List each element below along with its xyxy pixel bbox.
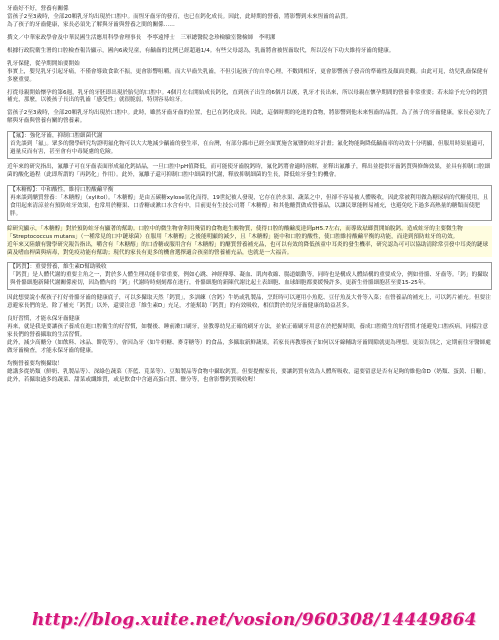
article-section	[7, 226, 492, 258]
article-section	[7, 131, 492, 159]
paragraph: 近年來又陸續有醫學研究報告指出，嚼含有「木糖醇」的口香糖或服用含有「木糖醇」的醣質營養補充品，也可以有效的降低孩童中耳炎的發生機率，研究認為可可以協助清除常引發中耳炎的鏈球菌及嗜血桿菌與病毒，對免疫功能有幫助；現代的家長有更多的機會選擇適合孩童的營養補充品，也就是一大福音。	[7, 242, 492, 258]
article-section	[7, 361, 492, 385]
paragraph: 【木糖醇】：中和酸性，維持口腔酸鹼平衡	[10, 186, 114, 193]
article-section	[7, 164, 492, 180]
paragraph: 良好習慣，才能永保牙齒健康	[7, 316, 80, 323]
paragraph: 當孩子2至3歲時，全部20顆乳牙均出現於口腔中。此時，雖然牙齒牙齒的位置，也已在鈣化成長。因此，這個時期的吃進的食物，將影響到他未來恆齒的品質。為了孩子的牙齒健康，家長必須先了解與牙齒與營養有關的營養素。	[7, 110, 492, 125]
article-section	[7, 35, 492, 43]
article-section	[7, 61, 492, 85]
paragraph: 事實上，嬰兒乳牙引起牙痛，不僅會導致食欲不振，更會影響咀嚼。而大早齒失乳齒，不但引起孩子的自卑心理，不數間相牙，更會影響孩子發音的準確性及顏面美觀。由此可見，幼兒乳齒保健有多麼重要。	[7, 68, 489, 83]
paragraph: 根據行政院衛生署的口腔檢查報告顯示，國內6歲兒童，有齲齒的比例已經超過1/4。有些父母認為，乳齒將會被恆齒取代，所以沒有下功夫維持牙齒的健康。	[7, 47, 395, 54]
paragraph: 均衡營養要均衡攝取！	[7, 360, 63, 367]
paragraph: 打從母親開始懷孕的第6週，乳牙的牙胚即出現於胎兒的口腔中。4個月左右開始成長鈣化，直到孩子出生的6個月以後，乳牙才長出來，所以母親在懷孕期間的營養非常重要；若未給予充分的鈣質補充，那麼，以後孩子長出的乳齒「感受性」就很脆弱，特別容易蛀牙。	[7, 89, 488, 104]
paragraph: 再來談到醣質營養：「木糖醇」（xylitol）。「木糖醇」是由五碳糖xylose氫化而得，19世紀被人發現，它存在於水果、蔬菜之中，但卻不容易被人體吸收，因此常被利用做為糖尿病的代糖使用，且食用起來清涼並有預防蛀牙效果，也常用於糖果、口香糖或漱口水含有中，目前更有生技公司將「木糖醇」和其他醣質做成營養品，以讓民眾能輕易補充，也避免吃下過多高熱量的糖類而使肥胖。	[10, 194, 489, 217]
paragraph: 撰文／中華家政學會及中華民國生活應用科學會理事長 李寧遠博士 三軍總醫院念珍檢驗室醫檢師 李明潔	[7, 34, 276, 41]
article-section	[7, 295, 492, 311]
paragraph: 因此想要說小幫孩子打好骨骼牙齒的健康底子，可以多攝取天然「鈣質」，多訓練（含鈣）牛奶或乳製品，烹飪時可以運用小魚乾、豆仔魚及大骨等入菜；在營養品的補充上，可以鈣片補充。但要注意避家長們的是，除了補充「鈣質」以外，還要注意「維生素D」充足，才能幫助「鈣質」的有效吸收，相信對於幼兒牙齒健康的助益甚多。	[7, 295, 491, 310]
paragraph: 【鈣質】：重要營養，維生素D幫助吸收	[10, 264, 107, 271]
article-section	[7, 316, 492, 356]
paragraph: 此外，減少高醣分（如飲料、冰品、餅乾等），會因為牙（如牛奶糖、麥芽糖等）的食品，多攝取新鮮蔬果，若家長再教導孩子如何以牙線輔助牙齒間隙就更為理想。更須告別之，定期前往牙醫師處做牙齒檢查，才能永保牙齒的健康。	[7, 339, 491, 354]
paragraph: 近年來的研究指出，氟離子可在牙齒表面形成氟化鈣結晶，一旦口腔中pH值降低，而可能使牙齒脫鈣時，氟化鈣將會適時溶解，並釋出氟離子，釋出並提供牙齒鈣質與修飾效果，並具有抑制口腔細菌的酸化過程（此即所謂的「再鈣化」作用）。此外，氟離子還可抑制口腔中細菌的代謝，釋放抑制細菌的生長，降低蛀牙發生的機會。	[7, 164, 491, 178]
article-section	[7, 185, 492, 221]
paragraph: 牙齒好不好，營養有關係	[7, 6, 69, 12]
source-url-watermark: http://blog.xuite.net/vosion/960308/14449864	[32, 610, 477, 630]
article-body	[7, 6, 492, 385]
article-section	[7, 48, 492, 56]
article-section	[7, 6, 492, 30]
article-section	[7, 90, 492, 106]
paragraph: 為了孩子的牙齒健康，家長必須先了解與牙齒與營養之間的關係……	[7, 21, 175, 28]
paragraph: 總講多從奶類（鮮奶、乳製品等）、深綠色蔬菜（芥藍、莧菜等）、豆類製品等食物中攝取鈣質。但要提醒家長，要讓鈣質有效為人體所吸收，還要留意是否有足夠的維他命D（奶類、蛋黃、日曬），此外，若攝取過多的蔬菜、甜菜或纖維質，或是飲食中含過高蛋白質、鹽分等，也會影響鈣質吸收喔！	[7, 368, 490, 383]
article-section	[7, 262, 492, 290]
paragraph: 再來，就是我是要讓孩子養成在進口腔衛生的好習慣，如餐後、睡前漱口刷牙，並教導幼兒正確的刷牙方法，並依正確刷牙用意在於把握時間，養成口腔衛生的好習慣才能避免口腔疾病，同樣注意家長們的營養攝取的生活習慣。	[7, 324, 489, 338]
paragraph: 【氟】：強化牙齒，抑制口腔細菌代謝	[10, 133, 103, 140]
paragraph: 綜研究顯示，「木糖醇」對於預防蛀牙有顯著的幫助。口腔中的微生物會利用殘留的食物進生酸物質，使得口腔的酸鹼度達到pH5.7左右，而導致琺瑯質開始脫鈣。造成蛀牙的主要微生物「Streptococcus mutans」（一種常見的口中鏈球菌）在服用「木糖醇」之後能明顯的減少，且「木糖醇」能中和口腔的酸性，使口腔維持酸鹼平衡的功能，而達到預防蛀牙的功效。	[7, 226, 492, 242]
paragraph: 當孩子2至3歲時，全部20顆乳牙均出現於口腔中。而恆牙齒牙的發育，也已在鈣化成長。因此，此時期的營養，將影響到未來恆齒的品質。	[7, 13, 352, 20]
paragraph: 乳牙保健，從孕期開始要開始	[7, 60, 80, 67]
paragraph: 「鈣質」是人體代謝的重要主角之一，對於多人體生理功能非常重要，例如心跳、神經傳導、凝血、肌肉收縮、腸道蠕動等，同時也是構成人體結構的重要成分，例如骨骼、牙齒等。「鈣」的攝取與骨骼細胞新陳代謝關係密切，因為體內的「鈣」代謝時時刻刻都在進行，骨骼細胞的新陳代謝比起土表細胞、血球細胞都要緩慢許多，更新生骨骼細胞甚至要15-25年。	[10, 272, 489, 287]
article-section	[7, 110, 492, 126]
paragraph: 首先談到「氟」。眾多的醫學研究均證明氟化物可以大大地減少齲齒的發生率，在台灣，有部分縣市已經全面實施含氟鹽防蛀牙計畫；氟化物能夠降低齲齒率的功效十分明顯，但服用時須量適可，過量反而有害，甚至會有中毒疑慮的危險。	[10, 141, 489, 156]
